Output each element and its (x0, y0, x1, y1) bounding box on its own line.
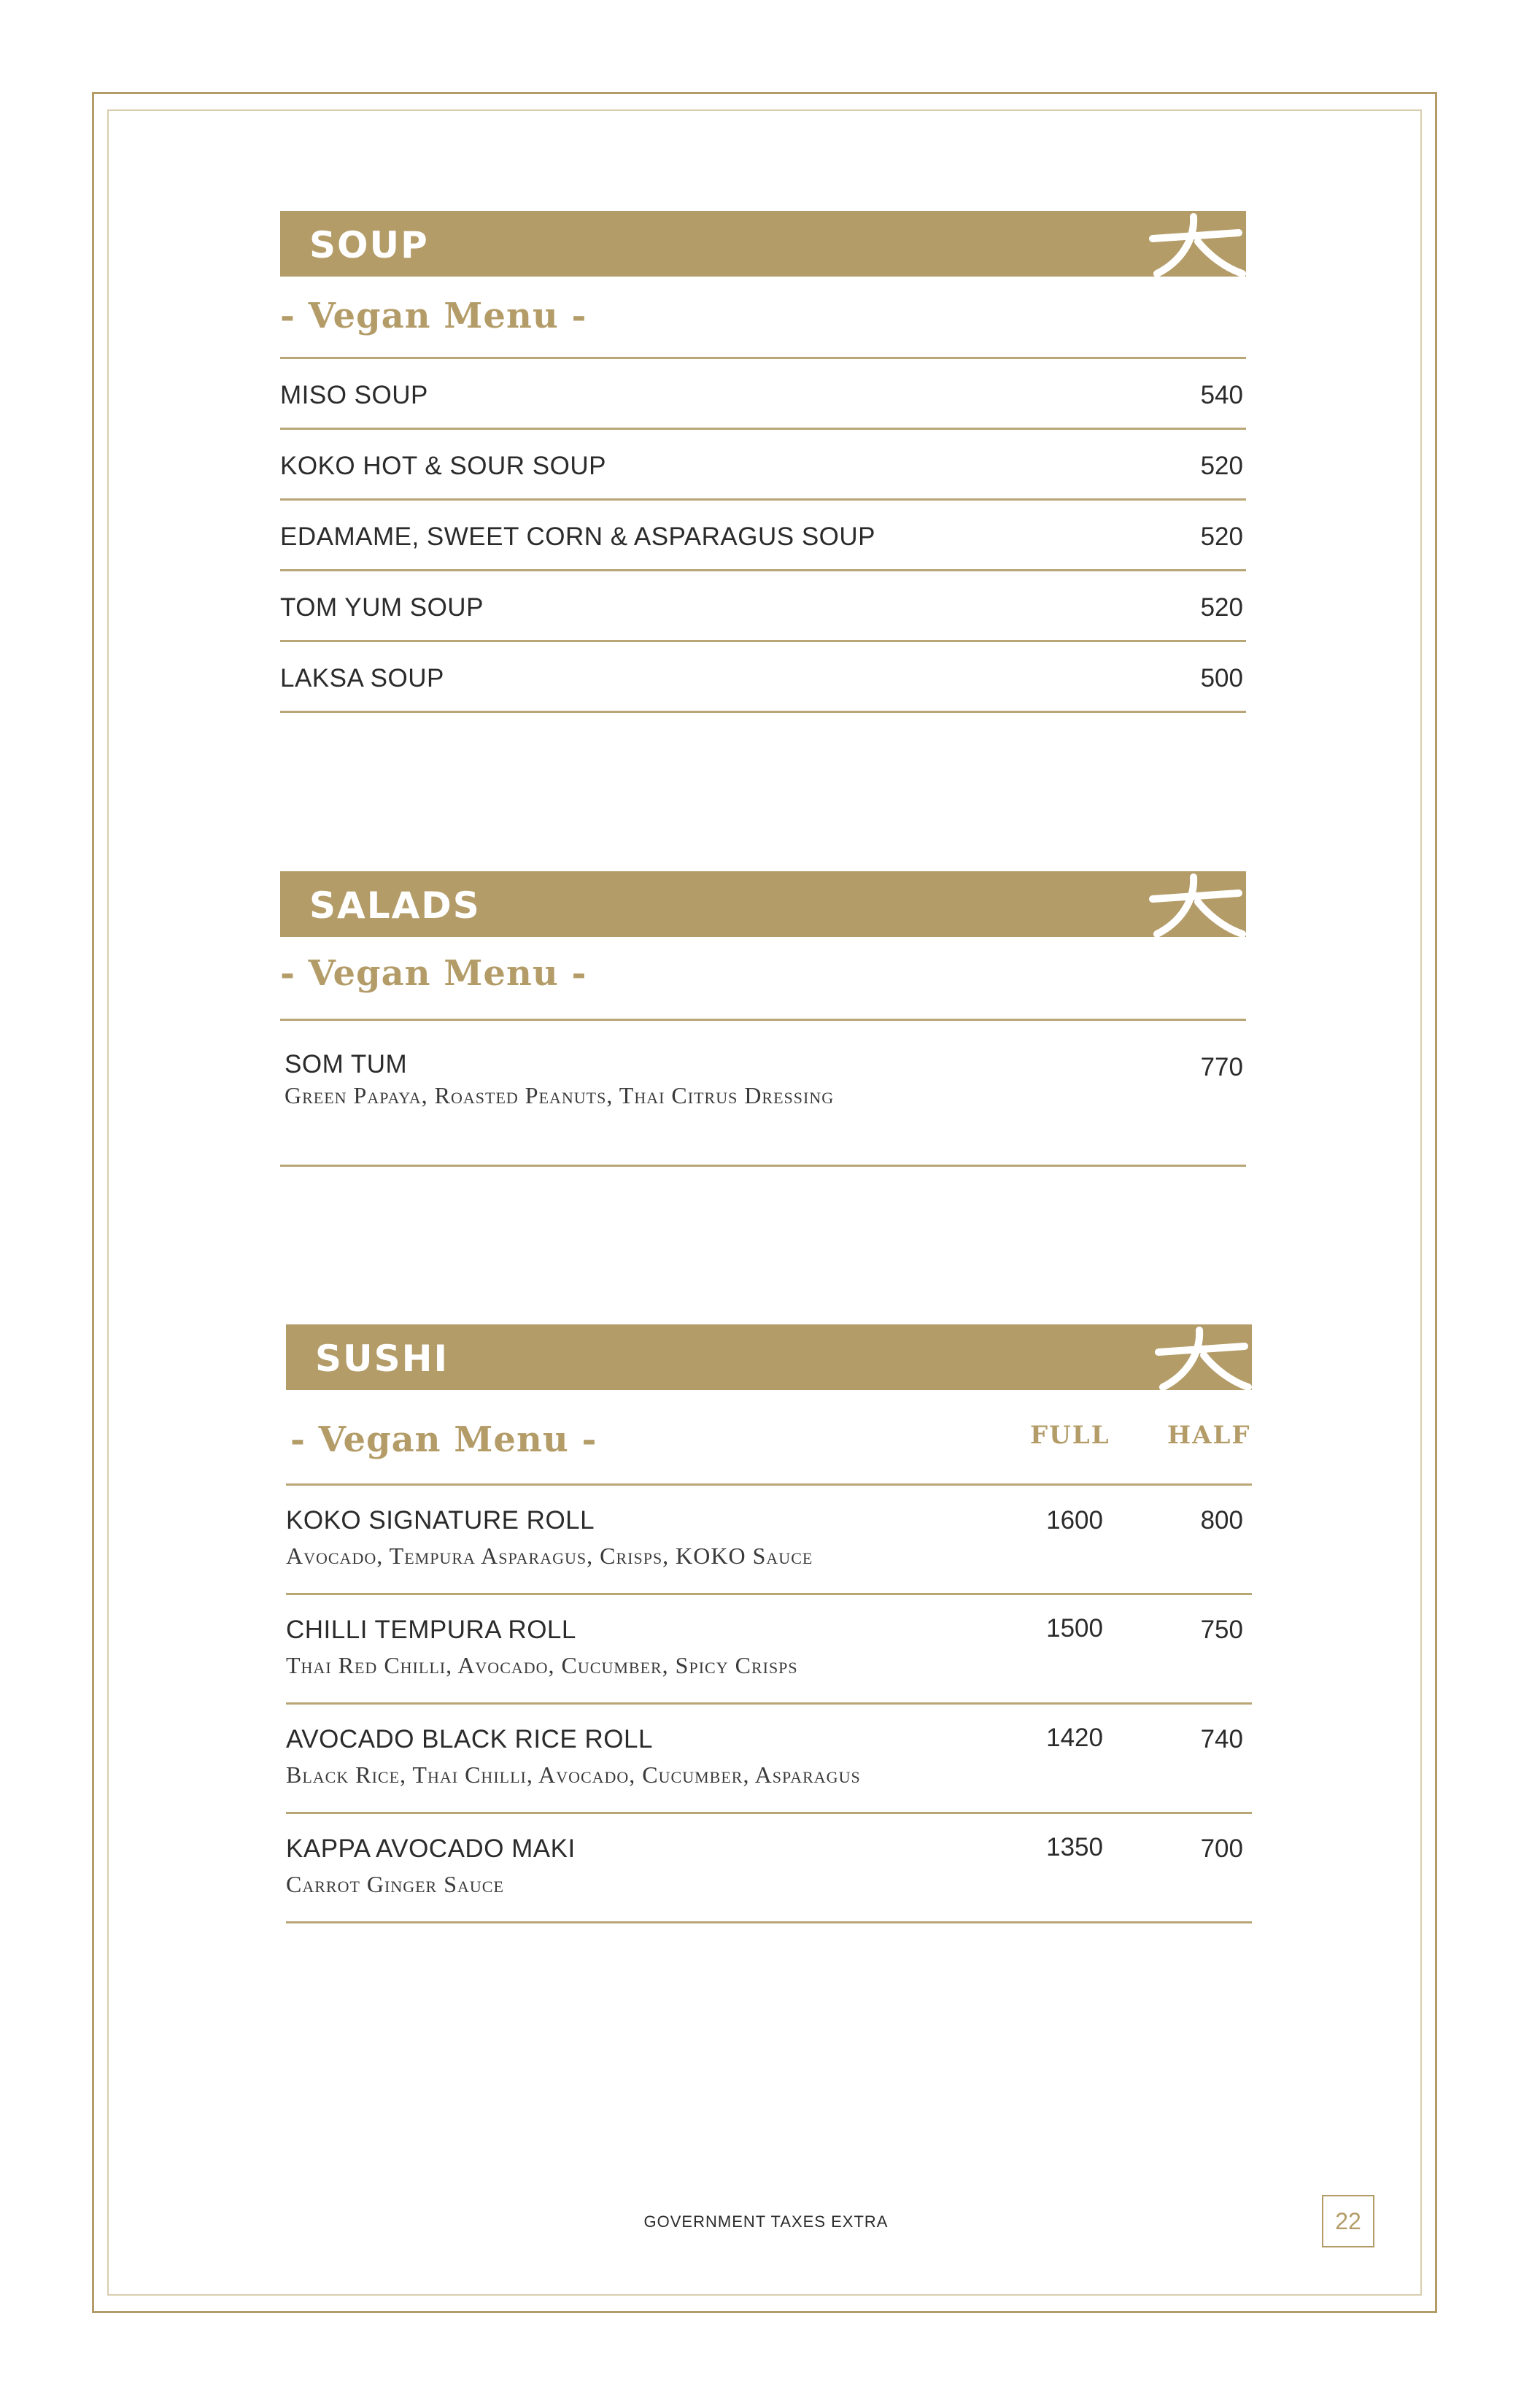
soup-section (280, 211, 1246, 713)
item-name: KAPPA AVOCADO MAKI (286, 1834, 576, 1863)
item-price-half: 700 (1200, 1834, 1243, 1863)
menu-item (280, 642, 1246, 713)
kanji-dai-icon (1137, 871, 1246, 937)
item-price: 520 (1200, 522, 1243, 551)
menu-item (280, 1021, 1246, 1167)
item-name: KOKO HOT & SOUR SOUP (280, 452, 606, 480)
item-price-half: 750 (1200, 1616, 1243, 1644)
menu-item (280, 571, 1246, 642)
item-price: 540 (1200, 381, 1243, 409)
item-name: KOKO SIGNATURE ROLL (286, 1506, 595, 1535)
item-name: EDAMAME, SWEET CORN & ASPARAGUS SOUP (280, 522, 876, 551)
item-name: SOM TUM (285, 1050, 408, 1078)
col-half-label: HALF (1167, 1421, 1251, 1450)
item-description: Black Rice, Thai Chilli, Avocado, Cucumber, Asparagus (286, 1761, 861, 1788)
item-price-full: 1420 (1046, 1724, 1103, 1752)
item-name: MISO SOUP (280, 381, 428, 409)
sushi-title: SUSHI (315, 1338, 449, 1380)
menu-item (280, 501, 1246, 571)
salads-title: SALADS (309, 884, 481, 927)
item-price-full: 1500 (1046, 1614, 1103, 1643)
menu-item (286, 1705, 1252, 1814)
item-name: TOM YUM SOUP (280, 593, 484, 622)
salads-subtitle: - Vegan Menu - (280, 953, 587, 994)
sushi-subtitle: - Vegan Menu - (290, 1419, 597, 1460)
item-description: Carrot Ginger Sauce (286, 1871, 504, 1897)
item-name: CHILLI TEMPURA ROLL (286, 1616, 576, 1644)
item-price-half: 800 (1200, 1506, 1243, 1535)
salads-subheading (280, 937, 1246, 1019)
kanji-dai-icon (1142, 1324, 1252, 1390)
soup-subheading (280, 277, 1246, 357)
item-price: 520 (1200, 452, 1243, 480)
col-full-label: FULL (1030, 1421, 1110, 1450)
sushi-subheading (286, 1390, 1252, 1483)
menu-item (286, 1486, 1252, 1595)
page-number: 22 (1322, 2195, 1374, 2247)
item-price-half: 740 (1200, 1725, 1243, 1753)
soup-title: SOUP (309, 224, 429, 266)
menu-item (286, 1814, 1252, 1923)
item-name: AVOCADO BLACK RICE ROLL (286, 1725, 653, 1753)
menu-item (286, 1595, 1252, 1705)
salads-section (280, 871, 1246, 1167)
item-price: 770 (1200, 1053, 1243, 1081)
sushi-header-bar (286, 1324, 1252, 1390)
item-description: Thai Red Chilli, Avocado, Cucumber, Spicy Crisps (286, 1652, 798, 1678)
soup-header-bar (280, 211, 1246, 277)
salads-header-bar (280, 871, 1246, 937)
item-price: 520 (1200, 593, 1243, 622)
item-name: LAKSA SOUP (280, 664, 444, 692)
item-description: Green Papaya, Roasted Peanuts, Thai Citrus Dressing (285, 1082, 835, 1108)
soup-subtitle: - Vegan Menu - (280, 296, 587, 336)
menu-item (280, 359, 1246, 430)
item-price: 500 (1200, 664, 1243, 692)
item-description: Avocado, Tempura Asparagus, Crisps, KOKO Sauce (286, 1543, 813, 1569)
menu-item (280, 430, 1246, 501)
item-price-full: 1600 (1046, 1506, 1103, 1535)
kanji-dai-icon (1137, 211, 1246, 277)
taxes-note: GOVERNMENT TAXES EXTRA (643, 2212, 889, 2231)
sushi-section (286, 1324, 1252, 1923)
item-price-full: 1350 (1046, 1833, 1103, 1861)
